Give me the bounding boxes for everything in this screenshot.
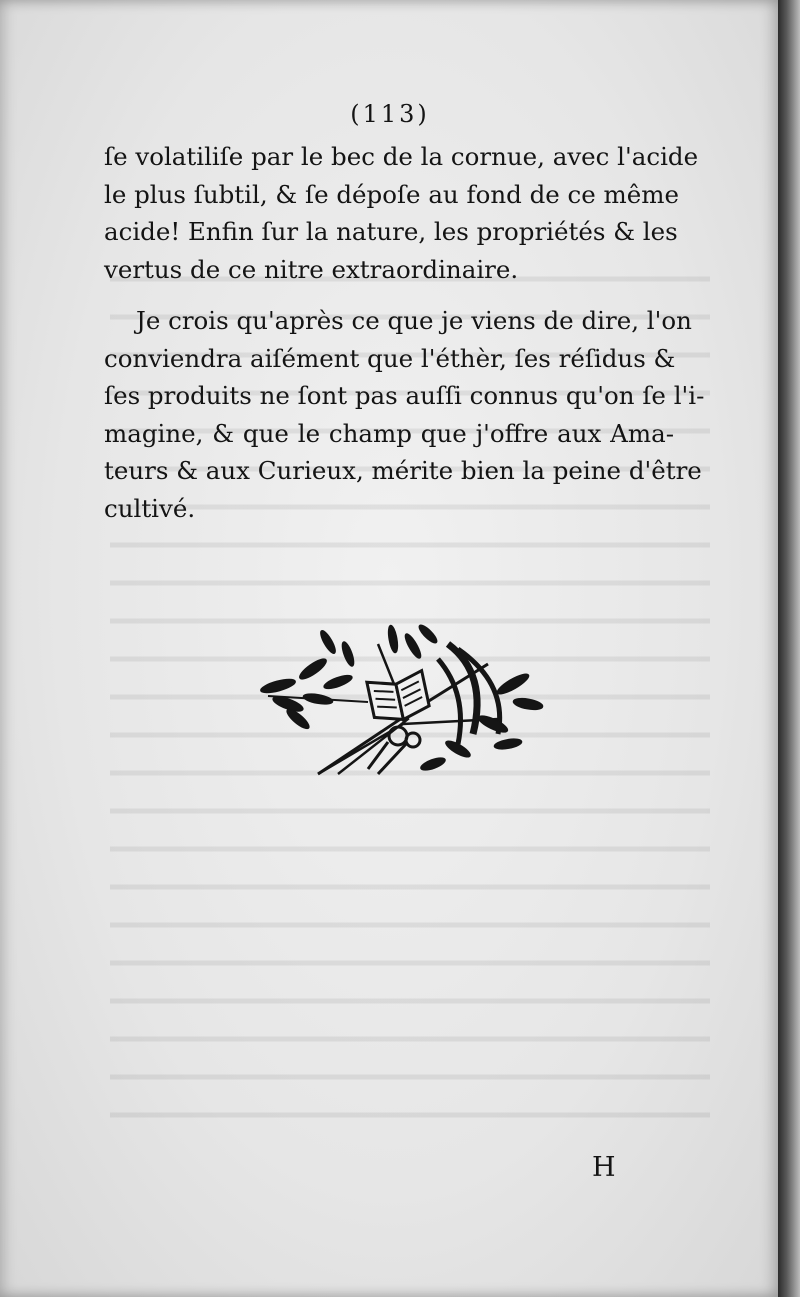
paragraph-2 — [104, 302, 705, 527]
book-binding-edge — [778, 0, 800, 1297]
signature-mark: H — [592, 1152, 616, 1183]
paragraph-1 — [104, 138, 699, 288]
text-line: Je crois qu'après ce que je viens de dire, l'on — [136, 306, 692, 335]
book-and-branches-ornament-icon — [258, 624, 544, 784]
body-text — [104, 138, 705, 527]
text-line: cultivé. — [104, 493, 196, 523]
text-line: acide! Enfin ſur la nature, les propriétés & les — [104, 217, 678, 246]
text-line: conviendra aiſément que l'éthèr, ſes réſidus & — [104, 343, 676, 373]
page-number: (113) — [350, 100, 430, 128]
text-line: magine, & que le champ que j'offre aux Ama- — [104, 418, 674, 448]
text-line: teurs & aux Curieux, mérite bien la peine d'être — [104, 456, 702, 485]
text-line: ſes produits ne ſont pas auſſi connus qu'on ſe l'i- — [104, 381, 705, 410]
text-line: le plus ſubtil, & ſe dépoſe au fond de ce même — [104, 179, 680, 209]
text-line: vertus de ce nitre extraordinaire. — [104, 254, 519, 284]
text-line: ſe volatiliſe par le bec de la cornue, avec l'acide — [104, 142, 699, 171]
